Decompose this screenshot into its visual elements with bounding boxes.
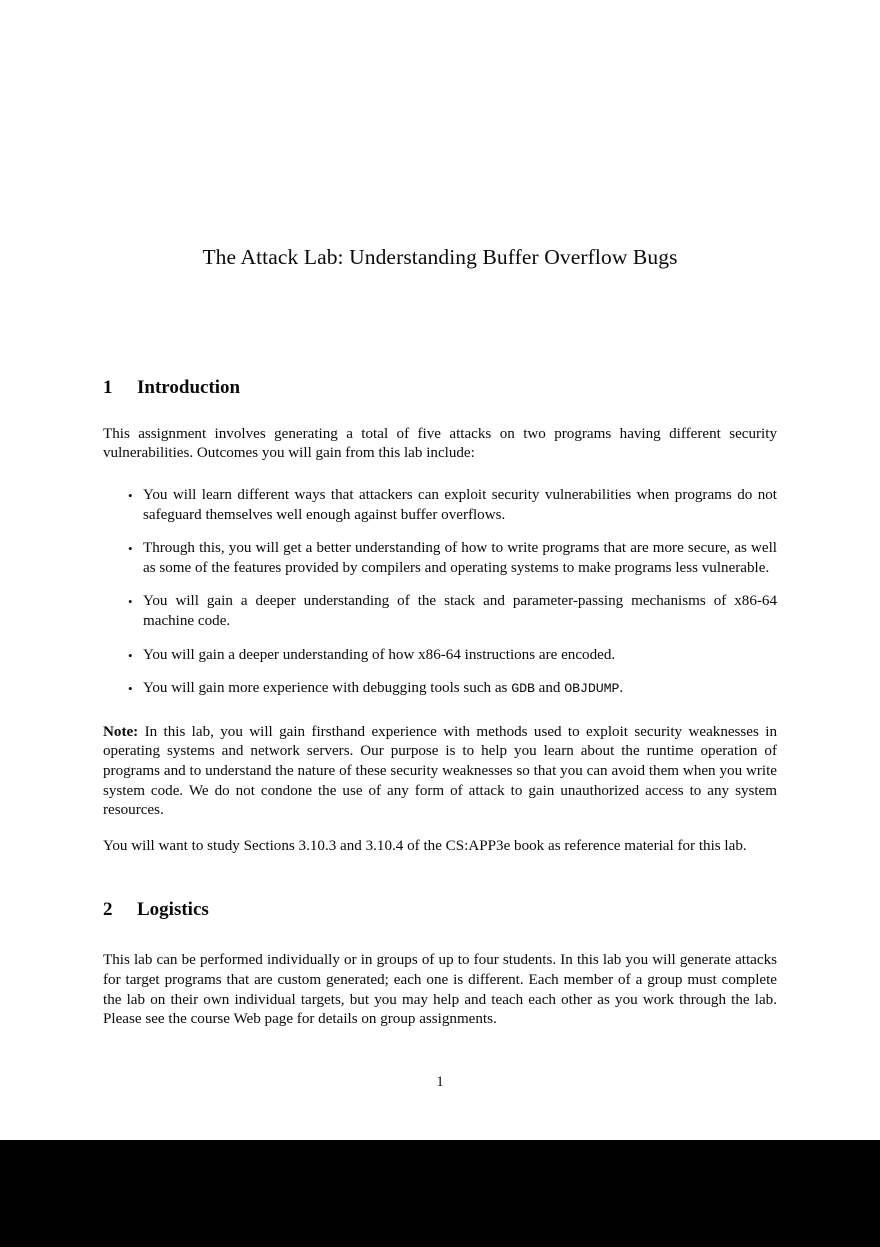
study-reference-paragraph: You will want to study Sections 3.10.3 and 3.10.4 of the CS:APP3e book as reference material for this lab. [103, 837, 747, 854]
document-body [103, 0, 777, 1030]
list-item-text [143, 680, 623, 696]
list-item [103, 486, 777, 525]
list-item-text-lead: You will gain more experience with debugging tools such as [143, 680, 512, 697]
list-item-text: You will learn different ways that attackers can exploit security vulnerabilities when programs do not safeguard themselves well enough against buffer overflows. [143, 487, 777, 523]
section-heading-introduction [103, 377, 777, 399]
bullet-icon: • [128, 594, 133, 610]
logistics-paragraph: This lab can be performed individually or in groups of up to four students. In this lab you will generate attacks for target programs that are custom generated; each one is different. Each member of a group must complete the lab on their own individual targets, but you may help and teach each other as you work through the lab. Please see the course Web page for details on group assignments. [103, 952, 777, 1028]
list-item [103, 539, 777, 578]
document-title: The Attack Lab: Understanding Buffer Overflow Bugs [202, 245, 678, 269]
section-number: 1 [103, 376, 113, 398]
list-item-text-between: and [534, 680, 565, 697]
note-text: In this lab, you will gain firsthand experience with methods used to exploit security weaknesses in operating systems and network servers. Our purpose is to help you learn about the runtime operation of programs and to understand the nature of these security weaknesses so that you can avoid them when you write system code. We do not condone the use of any form of attack to gain unauthorized access to any system resources. [103, 723, 777, 819]
section-title: Introduction [137, 376, 241, 398]
note-paragraph [103, 723, 777, 821]
list-item [103, 646, 777, 666]
section-heading-logistics [103, 899, 777, 921]
bullet-icon: • [128, 541, 133, 557]
note-label: Note: [103, 723, 139, 740]
page-number: 1 [436, 1074, 444, 1090]
section-number: 2 [103, 899, 113, 921]
list-item-text: Through this, you will get a better understanding of how to write programs that are more secure, as well as some of the features provided by compilers and operating systems to make programs less vulnerable. [143, 540, 777, 576]
bullet-icon: • [128, 488, 133, 504]
list-item-text: You will gain a deeper understanding of how x86-64 instructions are encoded. [143, 646, 616, 663]
bottom-black-bar [0, 1140, 880, 1247]
code-term-objdump: OBJDUMP [564, 681, 620, 697]
bullet-icon: • [128, 647, 133, 663]
section-title: Logistics [137, 899, 209, 921]
code-term-gdb: GDB [511, 681, 535, 697]
list-item [103, 679, 777, 699]
list-item-text-trail: . [619, 680, 624, 697]
introduction-paragraph: This assignment involves generating a total of five attacks on two programs having different security vulnerabilities. Outcomes you will gain from this lab include: [103, 425, 777, 462]
list-item [103, 592, 777, 631]
bullet-icon: • [128, 681, 133, 697]
list-item-text: You will gain a deeper understanding of the stack and parameter-passing mechanisms of x86-64 machine code. [143, 593, 777, 630]
outcomes-bullet-list [103, 486, 777, 699]
